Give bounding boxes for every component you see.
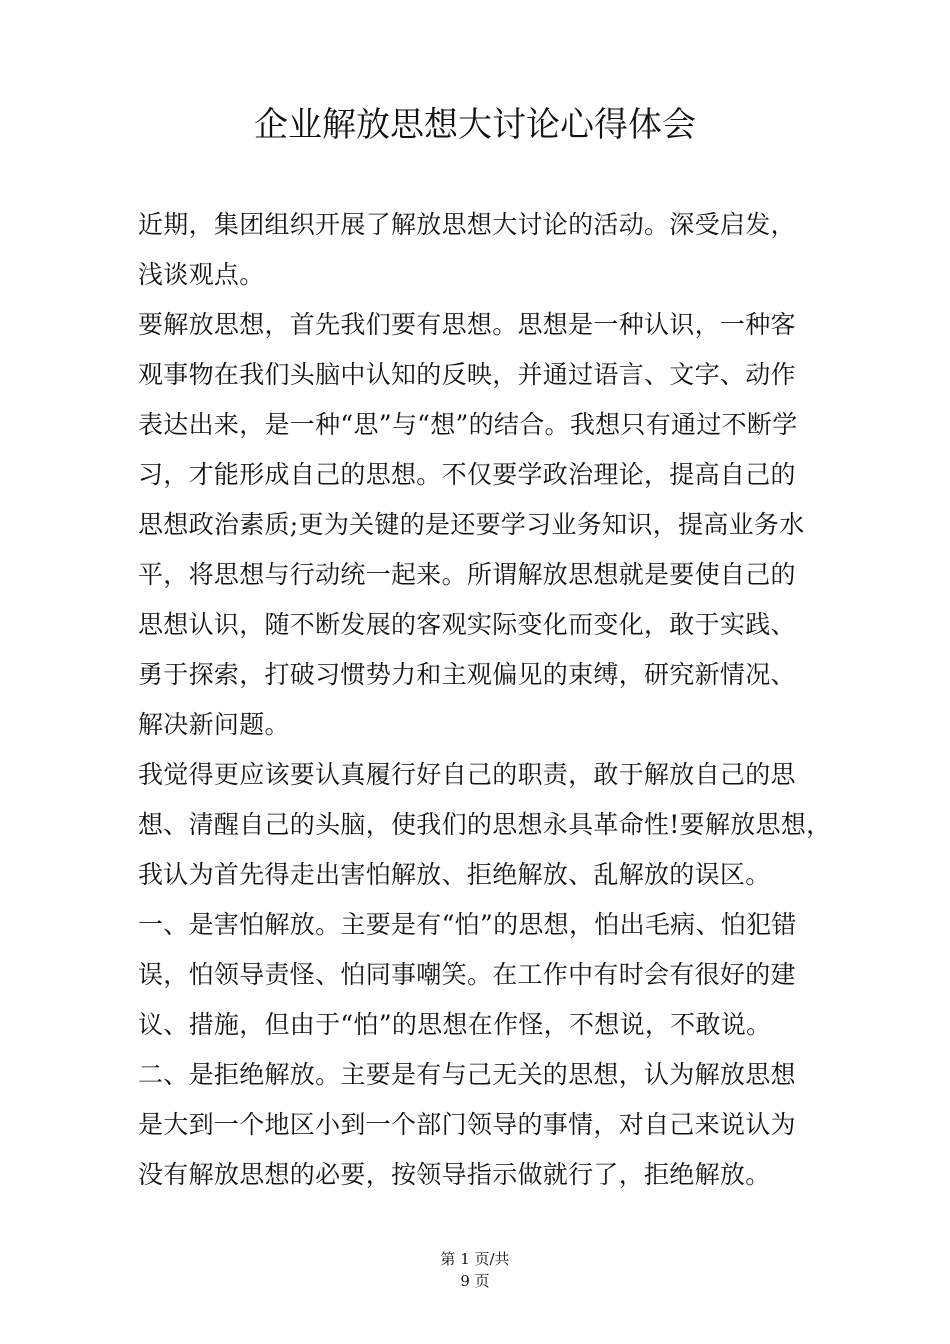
body-line: 议、措施，但由于“怕”的思想在作怪，不想说，不敢说。 xyxy=(138,1010,772,1039)
body-line: 我认为首先得走出害怕解放、拒绝解放、乱解放的误区。 xyxy=(138,860,771,889)
body-line: 表达出来，是一种“思”与“想”的结合。我想只有通过不断学 xyxy=(138,410,798,439)
body-line: 我觉得更应该要认真履行好自己的职责，敢于解放自己的思 xyxy=(138,760,796,789)
body-line: 勇于探索，打破习惯势力和主观偏见的束缚，研究新情况、 xyxy=(138,660,796,689)
body-line: 思想认识，随不断发展的客观实际变化而变化，敢于实践、 xyxy=(138,610,796,639)
body-line: 想、清醒自己的头脑，使我们的思想永具革命性!要解放思想， xyxy=(138,810,832,839)
body-line: 没有解放思想的必要，按领导指示做就行了，拒绝解放。 xyxy=(138,1160,771,1189)
body-line: 二、是拒绝解放。主要是有与己无关的思想，认为解放思想 xyxy=(138,1060,796,1089)
body-line: 观事物在我们头脑中认知的反映，并通过语言、文字、动作 xyxy=(138,360,796,389)
body-line: 解决新问题。 xyxy=(138,710,290,739)
body-line: 浅谈观点。 xyxy=(138,260,265,289)
body-line: 习，才能形成自己的思想。不仅要学政治理论，提高自己的 xyxy=(138,460,796,489)
body-line: 误，怕领导责怪、怕同事嘲笑。在工作中有时会有很好的建 xyxy=(138,960,796,989)
body-line: 要解放思想，首先我们要有思想。思想是一种认识，一种客 xyxy=(138,310,796,339)
document-body xyxy=(138,200,832,1200)
body-line: 是大到一个地区小到一个部门领导的事情，对自己来说认为 xyxy=(138,1110,796,1139)
body-line: 平，将思想与行动统一起来。所谓解放思想就是要使自己的 xyxy=(138,560,796,589)
page-number-line-2: 9 页 xyxy=(460,1272,490,1290)
page-footer xyxy=(0,1248,950,1292)
body-line: 近期，集团组织开展了解放思想大讨论的活动。深受启发， xyxy=(138,210,796,239)
document-title: 企业解放思想大讨论心得体会 xyxy=(254,105,696,145)
body-line: 思想政治素质;更为关键的是还要学习业务知识，提高业务水 xyxy=(138,510,805,539)
body-line: 一、是害怕解放。主要是有“怕”的思想，怕出毛病、怕犯错 xyxy=(138,910,797,939)
page-number-line-1: 第 1 页/共 xyxy=(440,1250,510,1268)
